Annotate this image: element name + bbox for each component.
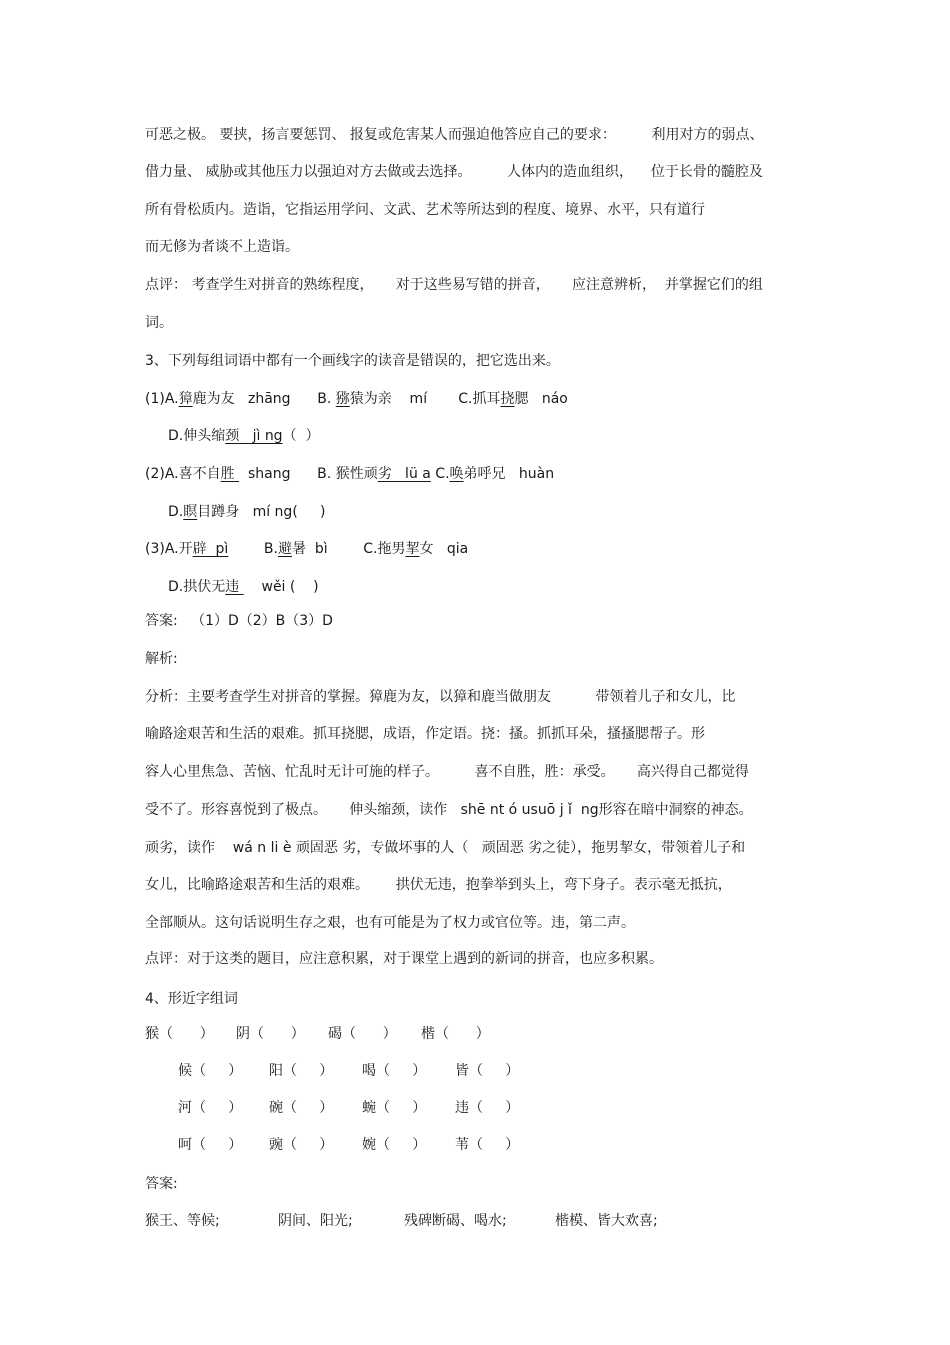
question-3-item-1-d: D.伸头缩颈 jì ng（ ） [168,428,320,444]
grid-cell: 候（ ） [178,1063,243,1079]
answer-2-item: 阴间、阳光; [278,1213,353,1229]
grid-cell: 喝（ ） [362,1063,427,1079]
question-3-title: 3、下列每组词语中都有一个画线字的读音是错误的，把它选出来。 [145,353,560,369]
grid-cell: 违（ ） [455,1100,520,1116]
paragraph-line-2: 借力量、 威胁或其他压力以强迫对方去做或去选择。 人体内的造血组织， 位于长骨的髓腔及 [145,164,763,180]
grid-cell: 皆（ ） [455,1063,520,1079]
grid-cell: 苇（ ） [455,1137,520,1153]
answer-2-item: 残碑断碣、喝水; [404,1213,507,1229]
grid-cell: 呵（ ） [178,1137,243,1153]
question-3-item-2: (2)A.喜不自胜 shang B. 猴性顽劣 lü a C.唤弟呼兄 huàn [145,466,555,482]
grid-cell: 碗（ ） [269,1100,334,1116]
paragraph-line-3: 所有骨松质内。造诣，它指运用学问、文武、艺术等所达到的程度、境界、水平，只有道行 [145,202,705,218]
analysis-line-2: 喻路途艰苦和生活的艰难。抓耳挠腮，成语，作定语。挠：搔。抓抓耳朵，搔搔腮帮子。形 [145,726,705,742]
question-3-item-3-d: D.拱伏无违 wěi ( ) [168,579,319,595]
grid-cell: 楷（ ） [421,1026,490,1042]
analysis-line-1: 分析：主要考查学生对拼音的掌握。獐鹿为友，以獐和鹿当做朋友 带领着儿子和女儿，比 [145,689,736,705]
grid-cell: 婉（ ） [362,1137,427,1153]
paragraph-line-1: 可恶之极。 要挟，扬言要惩罚、 报复或危害某人而强迫他答应自己的要求： 利用对方的弱点、 [145,127,764,143]
paragraph-line-4: 而无修为者谈不上造诣。 [145,239,299,255]
analysis-line-5: 顽劣，读作 wá n li è 顽固恶 劣，专做坏事的人（ 顽固恶 劣之徒），拖男挈女，带领着儿子和 [145,840,746,856]
grid-cell: 阳（ ） [269,1063,334,1079]
answer-2-item: 楷模、皆大欢喜; [555,1213,658,1229]
analysis-line-3: 容人心里焦急、苦恼、忙乱时无计可施的样子。 喜不自胜，胜：承受。 高兴得自己都觉得 [145,764,749,780]
comment-line-2: 词。 [145,315,173,331]
question-3-item-1: (1)A.獐鹿为友 zhāng B. 猕猿为亲 mí C.抓耳挠腮 náo [145,391,568,407]
question-3-item-2-d: D.瞑目蹲身 mí ng( ) [168,504,326,520]
answer-2-label: 答案: [145,1176,178,1192]
grid-cell: 碣（ ） [328,1026,397,1042]
question-3-item-3: (3)A.开辟 pì B.避暑 bì C.拖男挈女 qia [145,541,469,557]
question-4-title: 4、形近字组词 [145,991,238,1007]
answer-line: 答案: （1）D（2）B（3）D [145,613,333,629]
grid-cell: 猴（ ） [145,1026,214,1042]
grid-cell: 阴（ ） [236,1026,305,1042]
analysis-line-7: 全部顺从。这句话说明生存之艰，也有可能是为了权力或官位等。违，第二声。 [145,915,635,931]
grid-cell: 豌（ ） [269,1137,334,1153]
grid-cell: 蜿（ ） [362,1100,427,1116]
answer-2-item: 猴王、等候; [145,1213,220,1229]
comment-line-1: 点评： 考查学生对拼音的熟练程度， 对于这些易写错的拼音， 应注意辨析， 并掌握它们的组 [145,277,763,293]
comment-2-line: 点评：对于这类的题目，应注意积累，对于课堂上遇到的新词的拼音，也应多积累。 [145,951,663,967]
analysis-line-6: 女儿，比喻路途艰苦和生活的艰难。 拱伏无违，抱拳举到头上，弯下身子。表示毫无抵抗， [145,877,732,893]
analysis-line-4: 受不了。形容喜悦到了极点。 伸头缩颈，读作 shē nt ó usuō j ǐ ng形容在暗中洞察的神态。 [145,802,753,818]
grid-cell: 河（ ） [178,1100,243,1116]
analysis-label: 解析: [145,651,178,667]
